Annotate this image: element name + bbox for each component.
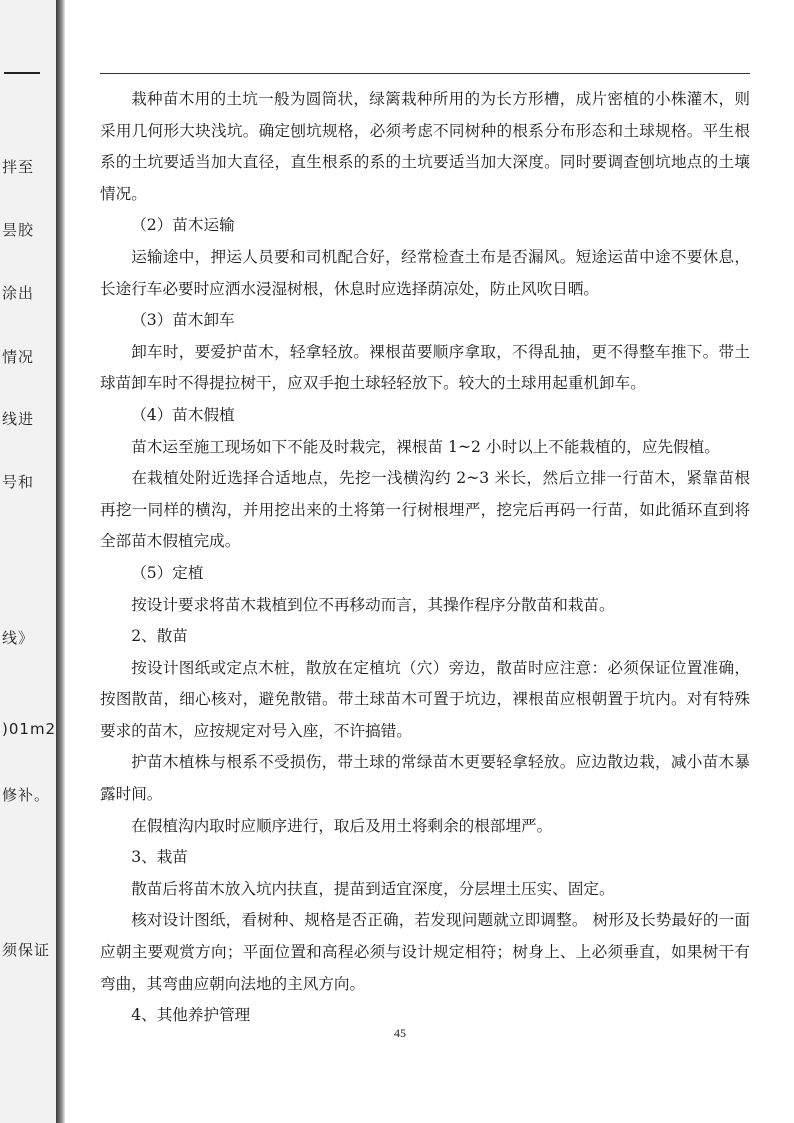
paragraph: 在假植沟内取时应顺序进行，取后及用土将剩余的根部埋严。 [131,816,553,835]
edge-fragment: 须保证 [2,941,51,959]
edge-fragment: 修补。 [2,786,51,804]
section-heading: （5）定植 [131,563,204,582]
edge-fragment: 线》 [2,629,35,647]
paragraph: 栽种苗木用的土坑一般为圆筒状，绿篱栽种所用的为长方形槽，成片密植的小株灌木，则采用几何形大块浅坑。确定刨坑规格，必须考虑不同树种的根系分布形态和土球规格。平生根系的土坑要适当加大直径，直生根系的系的土坑要适当加大深度。同时要调查刨坑地点的土壤情况。 [100,90,750,203]
paragraph: 卸车时，要爱护苗木，轻拿轻放。裸根苗要顺序拿取，不得乱抽，更不得整车推下。带土球苗卸车时不得提拉树干，应双手抱土球轻轻放下。较大的土球用起重机卸车。 [100,342,750,393]
binding-shadow [56,0,65,1123]
paragraph: 散苗后将苗木放入坑内扶直，提苗到适宜深度，分层埋土压实、固定。 [131,879,615,898]
paragraph: 核对设计图纸，看树种、规格是否正确，若发现问题就立即调整。 树形及长势最好的一面应朝主要观赏方向；平面位置和高程必须与设计规定相符；树身上、上必须垂直，如果树干有弯曲，其弯曲应朝向法地的主风方向。 [100,911,750,993]
previous-page-rule [4,72,40,74]
section-heading: （2）苗木运输 [131,216,235,235]
section-heading: 2、散苗 [131,627,188,646]
edge-fragment: 情况 [2,348,35,366]
edge-fragment: 号和 [2,473,35,491]
paragraph: 按设计要求将苗木栽植到位不再移动而言，其操作程序分散苗和栽苗。 [131,595,615,614]
page-number: 45 [394,1026,406,1040]
paragraph: 在栽植处附近选择合适地点，先挖一浅横沟约 2~3 米长，然后立排一行苗木，紧靠苗根再挖一同样的横沟，并用挖出来的土将第一行树根埋严，挖完后再码一行苗，如此循环直到将全部苗木假植完成。 [100,469,750,551]
section-heading: （4）苗木假植 [131,405,235,424]
edge-fragment: 涂出 [2,284,35,302]
paragraph: 苗木运至施工现场如下不能及时栽完，裸根苗 1~2 小时以上不能栽植的，应先假植。 [131,437,720,456]
paragraph: 护苗木植株与根系不受损伤，带土球的常绿苗木更要轻拿轻放。应边散边栽，减小苗木暴露时间。 [100,753,750,804]
paragraph: 运输途中，押运人员要和司机配合好，经常检查土布是否漏风。短途运苗中途不要休息，长途行车必要时应洒水浸湿树根，休息时应选择荫凉处，防止风吹日晒。 [100,247,750,298]
edge-fragment: 昙胶 [2,221,35,239]
paragraph: 按设计图纸或定点木桩，散放在定植坑（穴）旁边，散苗时应注意：必须保证位置准确，按图散苗，细心核对，避免散错。带土球苗木可置于坑边，裸根苗应根朝置于坑内。对有特殊要求的苗木，应按规定对号入座，不许搞错。 [100,658,750,740]
section-heading: 4、其他养护管理 [131,1006,251,1025]
section-heading: （3）苗木卸车 [131,311,235,330]
edge-fragment: 拌至 [2,158,35,176]
edge-fragment: 线进 [2,410,35,428]
section-heading: 3、栽苗 [131,848,188,867]
document-body [100,84,750,1032]
header-rule [100,73,750,74]
edge-fragment: )01m2 [2,720,57,738]
